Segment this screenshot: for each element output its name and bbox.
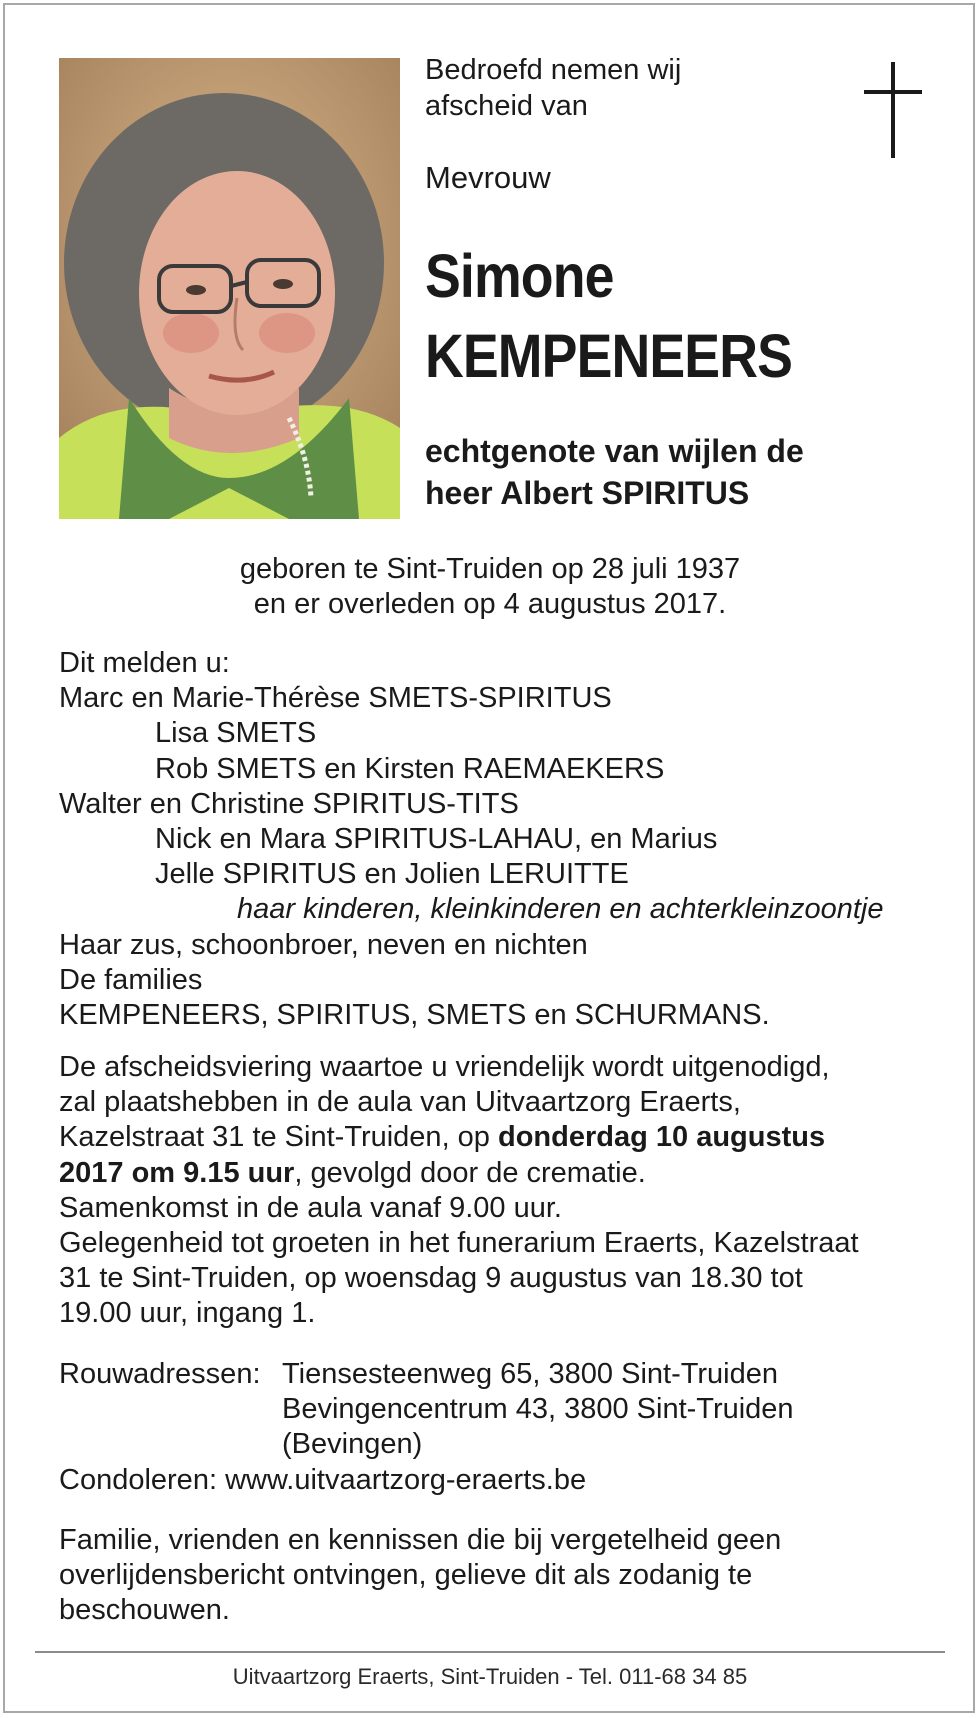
condolence-label: Condoleren: [59,1463,217,1496]
ceremony-line [59,1120,859,1155]
death-line: en er overleden op 4 augustus 2017. [253,588,727,620]
closing-note [59,1523,781,1629]
last-name: KEMPENEERS [425,322,793,390]
portrait-photo [59,58,400,519]
family-line: Nick en Mara SPIRITUS-LAHAU, en Marius [155,823,718,856]
spouse-line: heer Albert SPIRITUS [425,475,750,511]
family-line: KEMPENEERS, SPIRITUS, SMETS en SCHURMANS. [59,999,770,1032]
birth-line: geboren te Sint-Truiden op 28 juli 1937 [239,553,741,585]
ceremony-line: Samenkomst in de aula vanaf 9.00 uur. [59,1191,562,1224]
ceremony-line: 19.00 uur, ingang 1. [59,1297,316,1330]
closing-line: Familie, vrienden en kennissen die bij vergetelheid geen [59,1524,782,1556]
condolence-link[interactable]: www.uitvaartzorg-eraerts.be [225,1463,587,1496]
ceremony-date: donderdag 10 augustus [498,1121,826,1154]
honorific: Mevrouw [425,160,551,195]
footer-divider [35,1651,945,1653]
ceremony-line: 31 te Sint-Truiden, op woensdag 9 augustus van 18.30 tot [59,1262,803,1295]
ceremony-time: 2017 om 9.15 uur [59,1156,295,1189]
address-1: Tiensesteenweg 65, 3800 Sint-Truiden [282,1358,778,1390]
family-line: De families [59,963,203,996]
spouse-info [425,430,804,514]
condolence-row [59,1463,794,1498]
family-line: Dit melden u: [59,647,230,679]
ceremony-text: Kazelstraat 31 te Sint-Truiden, op [59,1121,498,1154]
ceremony-line: Gelegenheid tot groeten in het funerarium Eraerts, Kazelstraat [59,1227,859,1260]
family-line: Lisa SMETS [155,717,317,750]
closing-line: overlijdensbericht ontvingen, gelieve dit als zodanig te [59,1559,753,1592]
intro-line: afscheid van [425,90,588,122]
family-line: Jelle SPIRITUS en Jolien LERUITTE [155,858,629,891]
ceremony-text: , gevolgd door de crematie. [294,1156,646,1189]
ceremony-line: zal plaatshebben in de aula van Uitvaartzorg Eraerts, [59,1086,741,1119]
ceremony-line [59,1156,859,1191]
intro-line: Bedroefd nemen wij [425,54,682,86]
intro-text [425,52,681,124]
mourning-addresses [59,1357,794,1498]
closing-line: beschouwen. [59,1594,230,1627]
spouse-line: echtgenote van wijlen de [425,433,804,469]
family-relation-note: haar kinderen, kleinkinderen en achterkleinzoontje [237,893,884,926]
family-line: Walter en Christine SPIRITUS-TITS [59,787,519,820]
deceased-name [425,236,792,396]
address-row [59,1357,794,1392]
birth-death-info [0,552,980,622]
family-line: Haar zus, schoonbroer, neven en nichten [59,928,588,961]
address-2-note: (Bevingen) [282,1428,423,1461]
address-label: Rouwadressen: [59,1358,261,1390]
cross-icon [864,62,922,158]
family-line: Rob SMETS en Kirsten RAEMAEKERS [155,752,665,785]
family-list [59,646,883,1033]
ceremony-line: De afscheidsviering waartoe u vriendelijk wordt uitgenodigd, [59,1051,830,1083]
address-2: Bevingencentrum 43, 3800 Sint-Truiden [282,1393,794,1426]
ceremony-info [59,1050,859,1332]
footer-contact: Uitvaartzorg Eraerts, Sint-Truiden - Tel. 011-68 34 85 [232,1664,748,1689]
family-line: Marc en Marie-Thérèse SMETS-SPIRITUS [59,682,612,715]
first-name: Simone [425,242,614,310]
